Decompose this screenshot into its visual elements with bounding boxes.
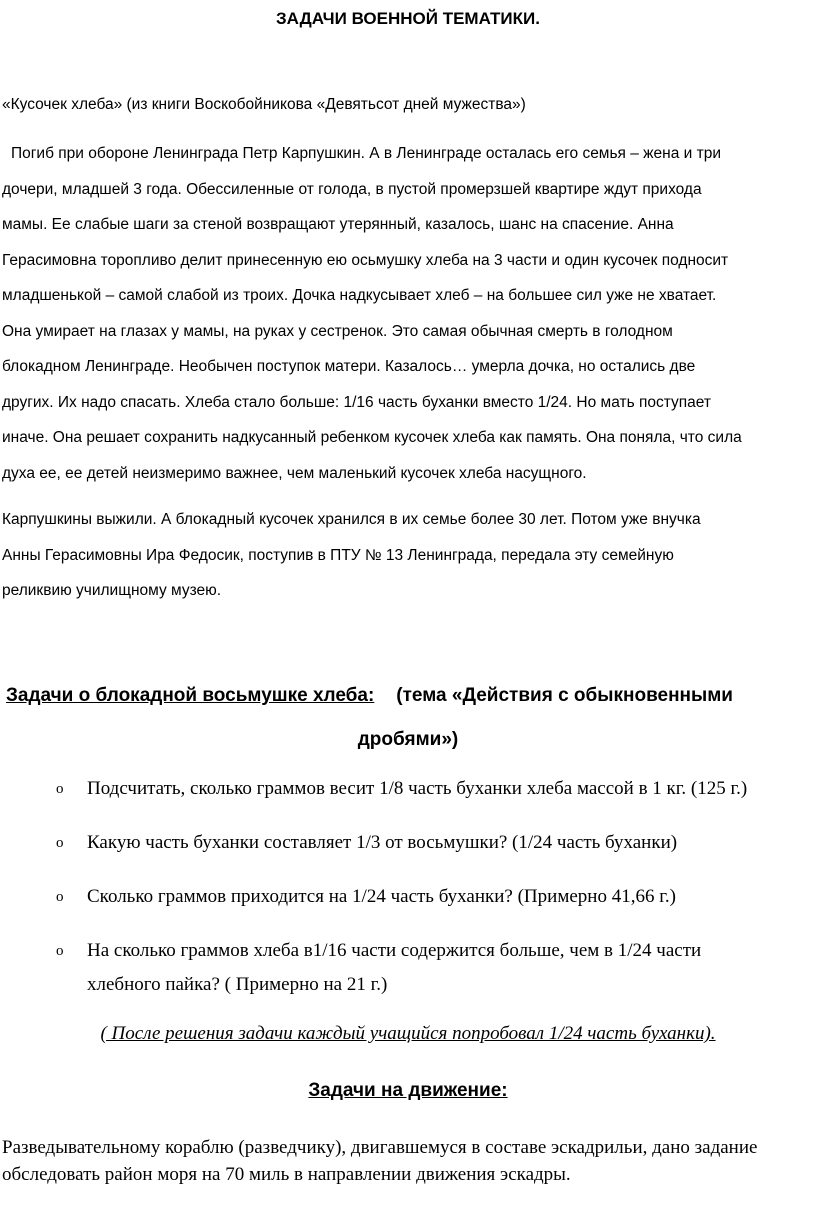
story-line: младшенькой – самой слабой из троих. Дочка надкусывает хлеб – на большее сил уже не хватает. xyxy=(2,287,717,304)
story-paragraph-2 xyxy=(2,502,802,609)
story-line: других. Их надо спасать. Хлеба стало больше: 1/16 часть буханки вместо 1/24. Но мать поступает xyxy=(2,393,711,411)
task-text: Сколько граммов приходится на 1/24 часть буханки? (Примерно 41,66 г.) xyxy=(87,886,676,907)
task-item xyxy=(0,934,816,1002)
task-text: На сколько граммов хлеба в1/16 части содержится больше, чем в 1/24 части xyxy=(87,940,702,961)
bullet-icon: o xyxy=(56,781,64,797)
task-text: Какую часть буханки составляет 1/3 от восьмушки? (1/24 часть буханки) xyxy=(87,832,678,853)
story-line: Погиб при обороне Ленинграда Петр Карпушкин. А в Ленинграде осталась его семья – жена и три xyxy=(11,145,721,162)
story-line: Карпушкины выжили. А блокадный кусочек хранился в их семье более 30 лет. Потом уже внучка xyxy=(2,511,701,528)
section-heading-motion-tasks: Задачи на движение: xyxy=(308,1080,508,1101)
bullet-icon: o xyxy=(56,835,64,851)
section-heading-topic: (тема «Действия с обыкновенными xyxy=(396,685,733,706)
story-line: дочери, младшей 3 года. Обессиленные от голода, в пустой промерзшей квартире ждут прихода xyxy=(2,180,702,198)
document-title: ЗАДАЧИ ВОЕННОЙ ТЕМАТИКИ. xyxy=(276,9,540,28)
story-paragraph-1 xyxy=(2,136,802,491)
task-item xyxy=(0,880,816,914)
bullet-icon: o xyxy=(56,889,64,905)
story-line: реликвию училищному музею. xyxy=(2,582,222,599)
section-heading-topic-cont: дробями») xyxy=(357,729,459,750)
story-line: Анны Герасимовны Ира Федосик, поступив в ПТУ № 13 Ленинграда, передала эту семейную xyxy=(2,546,674,564)
story-line: Она умирает на глазах у мамы, на руках у сестренок. Это самая обычная смерть в голодном xyxy=(2,322,673,340)
task-note: ( После решения задачи каждый учащийся попробовал 1/24 часть буханки). xyxy=(100,1023,716,1044)
problem-line: обследовать район моря на 70 миль в направлении движения эскадры. xyxy=(2,1164,571,1185)
story-source: «Кусочек хлеба» (из книги Воскобойникова «Девятьсот дней мужества») xyxy=(2,96,526,113)
problem-line: Разведывательному кораблю (разведчику), двигавшемуся в составе эскадрильи, дано задание xyxy=(2,1137,758,1158)
story-line: блокадном Ленинграде. Необычен поступок матери. Казалось… умерла дочка, но остались две xyxy=(2,358,696,375)
story-line: духа ее, ее детей неизмеримо важнее, чем маленький кусочек хлеба насущного. xyxy=(2,464,587,482)
task-item xyxy=(0,772,816,806)
story-line: иначе. Она решает сохранить надкусанный ребенком кусочек хлеба как память. Она поняла, что сила xyxy=(2,429,742,446)
task-text: Подсчитать, сколько граммов весит 1/8 часть буханки хлеба массой в 1 кг. (125 г.) xyxy=(87,778,748,799)
task-item xyxy=(0,826,816,860)
section-heading-bread-tasks xyxy=(6,674,810,762)
story-line: Герасимовна торопливо делит принесенную ею осьмушку хлеба на 3 части и один кусочек подносит xyxy=(2,251,729,269)
story-text xyxy=(2,136,802,609)
motion-problem-text xyxy=(2,1134,814,1188)
bullet-icon: o xyxy=(56,943,64,959)
section-heading-underlined: Задачи о блокадной восьмушке хлеба: xyxy=(6,685,375,706)
task-list xyxy=(0,772,816,1022)
story-line: мамы. Ее слабые шаги за стеной возвращают утерянный, казалось, шанс на спасение. Анна xyxy=(2,216,674,233)
task-text-cont: хлебного пайка? ( Примерно на 21 г.) xyxy=(87,974,388,995)
